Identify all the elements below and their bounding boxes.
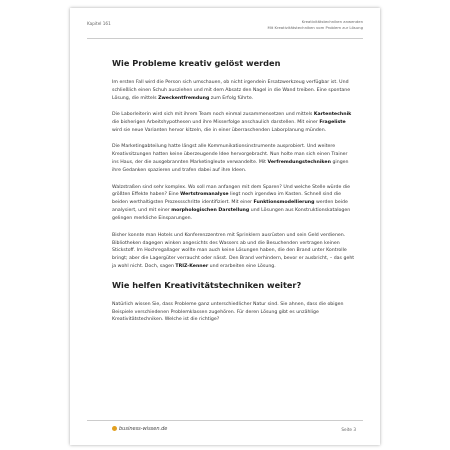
section1-heading: Wie Probleme kreativ gelöst werden xyxy=(112,58,281,68)
header-title-line1: Kreativitätstechniken anwenden xyxy=(301,19,363,24)
p4-text-a: Walzstraßen sind sehr komplex. Wo soll man anfangen mit dem Sparen? Und welche Stelle würde die größten Effekte haben? Eine xyxy=(112,184,350,198)
logo-dot-icon xyxy=(112,426,117,431)
paragraph-2 xyxy=(112,111,355,135)
footer-logo-text: business-wissen.de xyxy=(119,426,168,432)
footer-logo xyxy=(112,426,167,432)
p4-bold-1: Wertstromanalyse xyxy=(180,192,229,198)
p1-bold-1: Zweckentfremdung xyxy=(158,95,210,101)
header-title-line2: Mit Kreativitätstechniken vom Problem zur Lösung xyxy=(267,25,363,30)
paragraph-3 xyxy=(112,143,355,175)
p1-text-a: Im ersten Fall wird die Person sich umschauen, ob nicht irgendein Ersatzwerkzeug verfügbar ist. Und schließlich einen Schuh ausziehen und mit dem Absatz den Nagel in die Wand treiben. Eine spontane Lösung, die mittels xyxy=(112,80,351,101)
p2-bold-2: Frageliste xyxy=(319,120,346,126)
header-chapter: Kapitel 161 xyxy=(87,21,111,26)
p4-text-c: liegt noch irgendwo im Kasten. Schnell sind die beiden werthaltigsten Prozessschritte identifiziert. Mit einer xyxy=(112,192,342,206)
document-page xyxy=(70,8,380,445)
p3-text-a: Die Marketingabteilung hatte längst alle Kommunikationsinstrumente ausprobiert. Und weitere Kreativsitzungen hatten keine überzeugende Idee hervorgebracht. Nun holte man sich einen Trainer ins Haus, der die ausgebrannten Marketingleute verwandelte. Mit xyxy=(112,144,348,166)
section2-heading: Wie helfen Kreativitätstechniken weiter? xyxy=(112,279,302,290)
p4-text-d: werden beide analysiert, und mit einer xyxy=(112,200,348,214)
paragraph-6: Natürlich wissen Sie, dass Probleme ganz unterschiedlicher Natur sind. Sie ahnen, dass die obigen Beispiele verschiedenen Problemklassen zugehören. Für deren Lösung gibt es unzählige Kreativitätstechniken. Welche ist die richtige? xyxy=(112,301,344,323)
p2-text-c: die bisherigen Arbeitshypothesen und ihre Misserfolge anschaulich darstellen. Mit einer xyxy=(112,120,320,126)
p2-bold-1: Kartentechnik xyxy=(313,112,352,118)
paragraph-4 xyxy=(112,184,355,224)
paragraph-1 xyxy=(112,79,355,103)
p1-text-c: zum Erfolg führte. xyxy=(209,95,254,101)
page-content xyxy=(112,58,355,333)
header-title xyxy=(267,19,363,31)
p4-text-e: und Lösungen aus Konstruktionskatalogen gelingen merkliche Einsparungen. xyxy=(112,208,351,222)
p2-text-a: Die Laborleiterin wird sich mit ihrem Team noch einmal zusammensetzen und mittels xyxy=(112,112,314,118)
p5-text-a: Bisher konnte man Hotels und Konferenzzentren mit Sprinklern ausrüsten und sein Geld verdienen. Bibliotheken dagegen winken angesichts des Wassers ab und die Besuchenden vertragen keinen Stickstoff. Im Hochregallager wollte man auch keine Lösungen haben, die den Brand unter Kontrolle bringt; aber die Lagergüter verraucht oder nässt. Den Brand verhindern, bevor er ausbricht, – das geht ja wohl nicht. Doch, sagen xyxy=(112,232,355,270)
p3-text-c: gingen ihre Gedanken spazieren und trafen dabei auf ihre Ideen. xyxy=(112,160,349,174)
p5-text-c: und erarbeiten eine Lösung. xyxy=(208,264,276,270)
p5-bold-1: TRIZ-Kenner xyxy=(175,264,209,270)
page-number: Seite 3 xyxy=(341,427,356,432)
p4-bold-3: morphologischen Darstellung xyxy=(171,208,250,214)
p3-bold-1: Verfremdungstechniken xyxy=(267,160,331,166)
paragraph-5 xyxy=(112,232,355,272)
p2-text-d: wird sie neue Varianten hervor kitzeln, die in einer überraschenden Laborplanung münden. xyxy=(112,128,327,134)
p4-bold-2: Funktionsmodellierung xyxy=(253,200,315,206)
header-divider xyxy=(87,38,363,39)
footer-divider xyxy=(87,420,363,421)
